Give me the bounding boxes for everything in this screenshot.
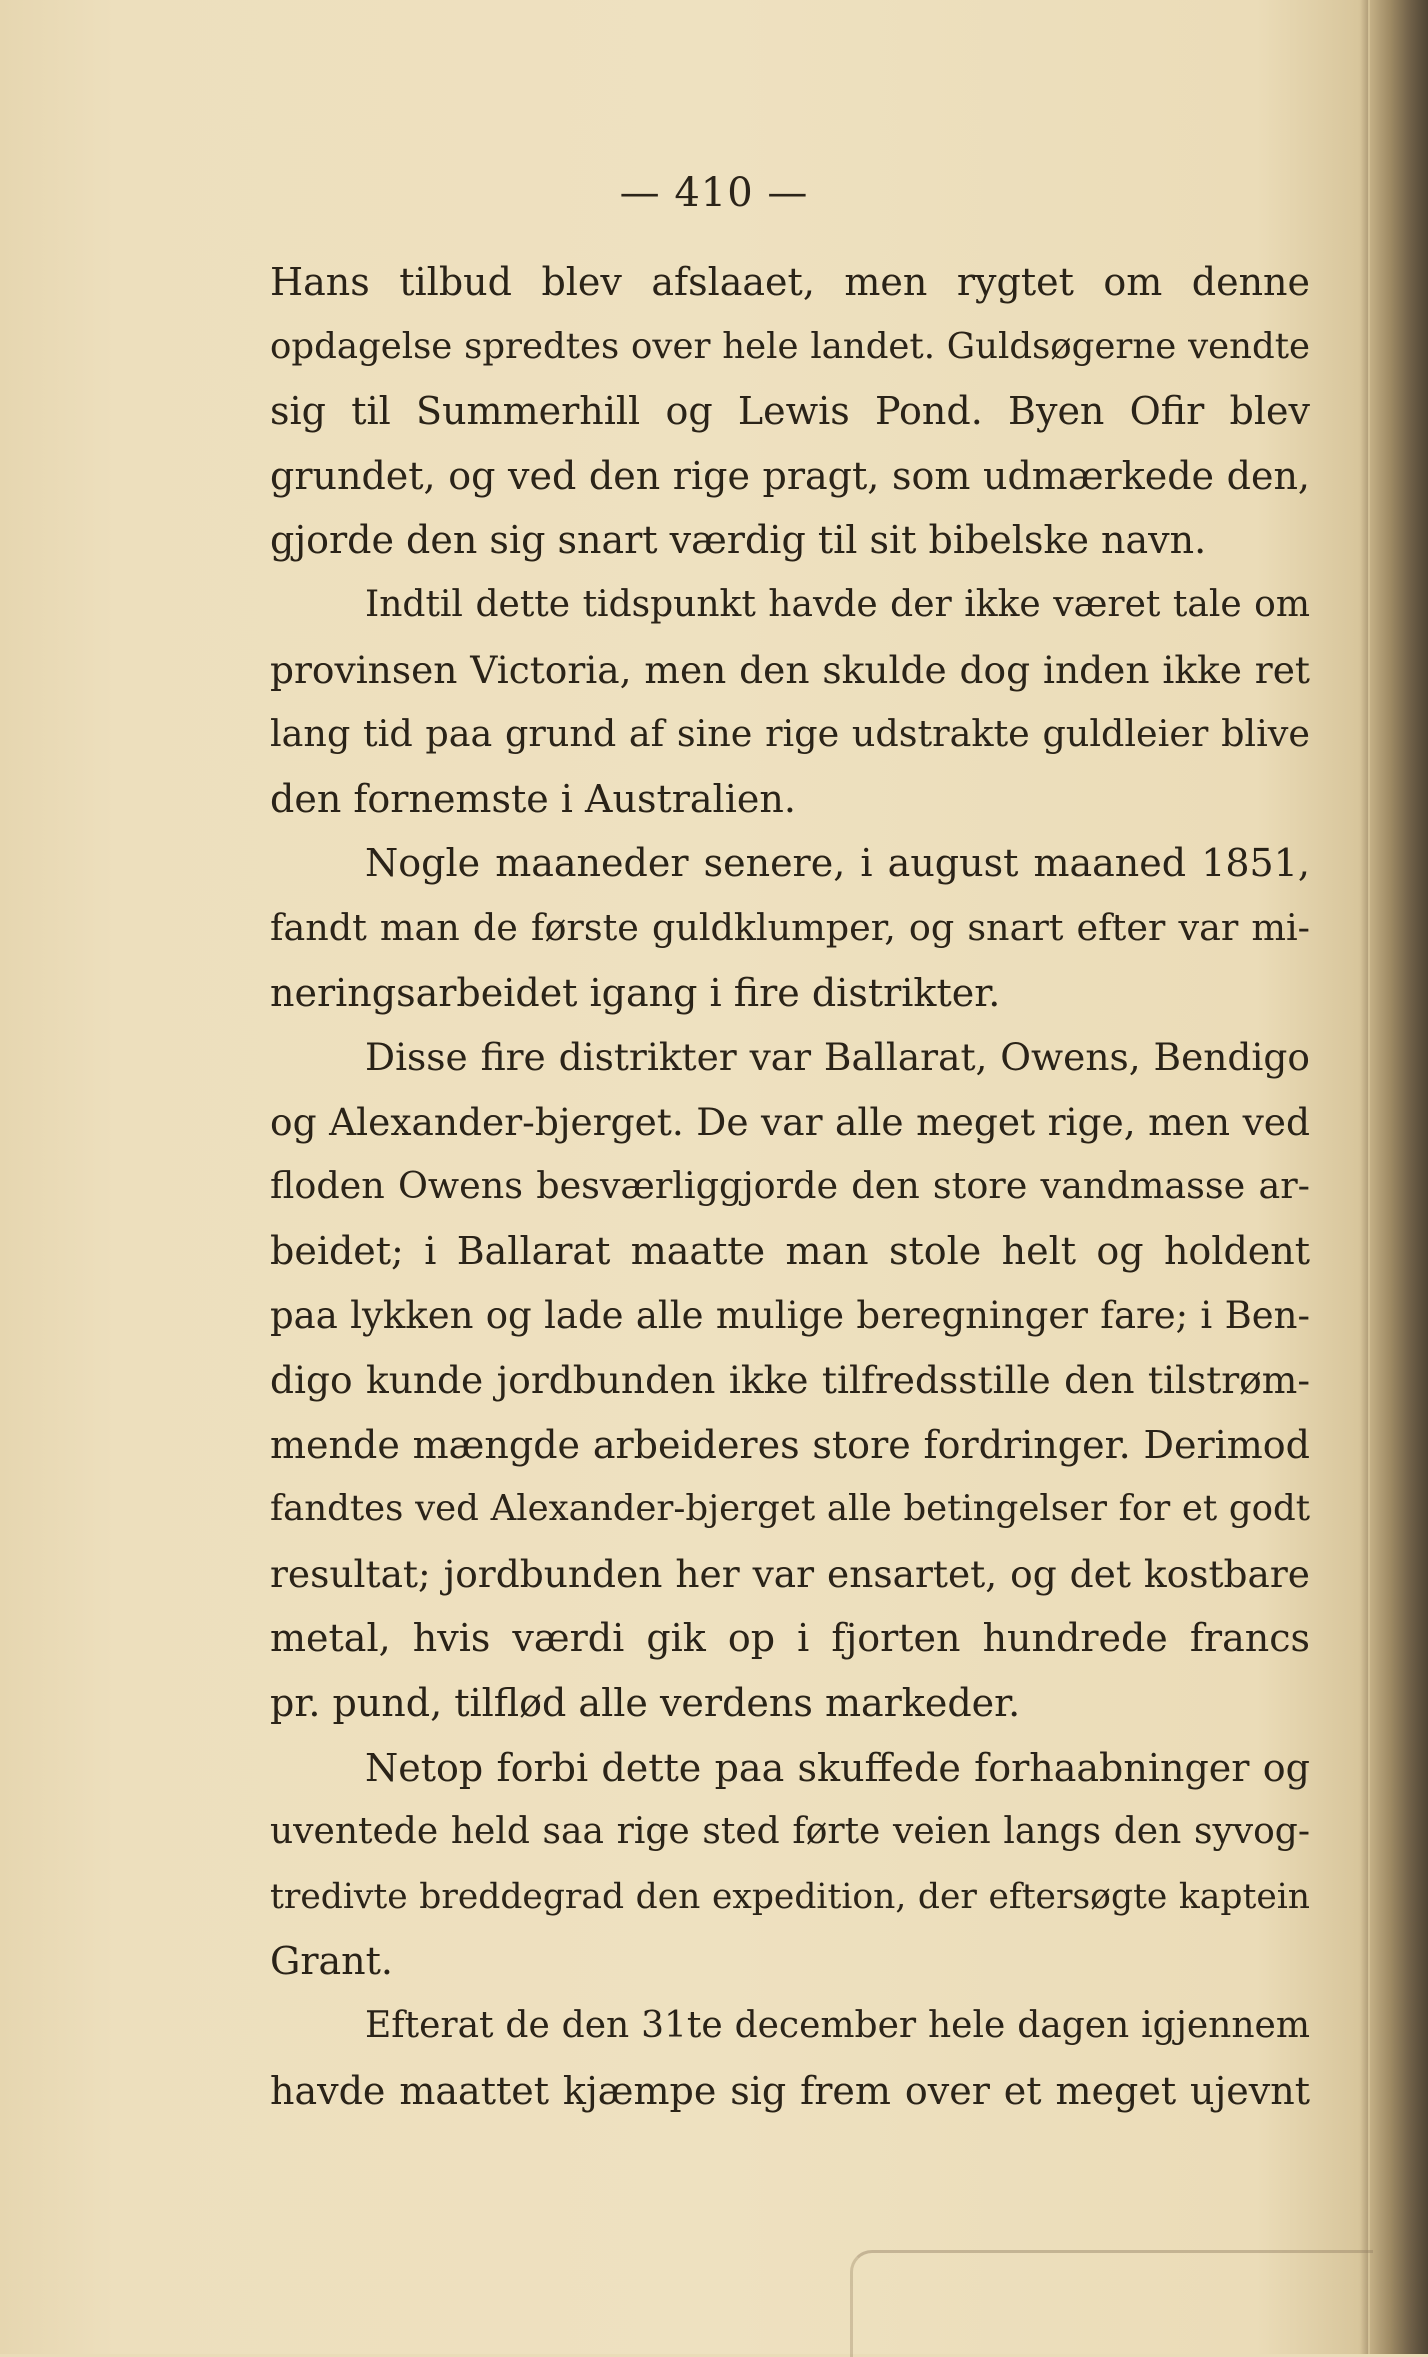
text-line: Efterat de den 31te december hele dagen igjennem <box>365 2005 1310 2047</box>
text-line: havde maattet kjæmpe sig frem over et meget ujevnt <box>270 2068 1310 2113</box>
text-line: Disse fire distrikter var Ballarat, Owens, Bendigo <box>365 1035 1310 1080</box>
text-line: sig til Summerhill og Lewis Pond. Byen Ofir blev <box>270 389 1310 434</box>
text-line: provinsen Victoria, men den skulde dog inden ikke ret <box>270 647 1310 692</box>
text-line: tredivte breddegrad den expedition, der eftersøgte kaptein <box>270 1876 1310 1917</box>
text-line: metal, hvis værdi gik op i fjorten hundrede francs <box>270 1616 1310 1661</box>
text-line: neringsarbeidet igang i fire distrikter. <box>270 970 1001 1015</box>
text-line: og Alexander-bjerget. De var alle meget rige, men ved <box>270 1099 1310 1144</box>
page-corner-crease <box>850 2250 1373 2357</box>
text-line: Hans tilbud blev afslaaet, men rygtet om denne <box>270 260 1310 304</box>
text-line: uventede held saa rige sted førte veien langs den syvog- <box>270 1811 1310 1853</box>
text-line: Nogle maaneder senere, i august maaned 1851, <box>365 841 1310 886</box>
page-number-header: — 410 — <box>619 170 809 216</box>
text-line: lang tid paa grund af sine rige udstrakte guldleier blive <box>270 712 1310 756</box>
page-fold-shadow <box>1360 0 1368 2354</box>
text-line: Grant. <box>270 1939 393 1984</box>
text-line: den fornemste i Australien. <box>270 776 796 821</box>
text-line: resultat; jordbunden her var ensartet, og det kostbare <box>270 1551 1310 1596</box>
text-line: pr. pund, tilflød alle verdens markeder. <box>270 1681 1021 1726</box>
text-line: gjorde den sig snart værdig til sit bibelske navn. <box>270 518 1207 563</box>
text-line: fandt man de første guldklumper, og snart efter var mi- <box>270 905 1310 949</box>
text-line: mende mængde arbeideres store fordringer. Derimod <box>270 1422 1310 1467</box>
text-line: beidet; i Ballarat maatte man stole helt og holdent <box>270 1228 1310 1273</box>
text-line: floden Owens besværliggjorde den store vandmasse ar- <box>270 1164 1310 1208</box>
text-line: paa lykken og lade alle mulige beregninger fare; i Ben- <box>270 1293 1310 1337</box>
text-line: fandtes ved Alexander-bjerget alle betingelser for et godt <box>270 1488 1310 1530</box>
text-line: Indtil dette tidspunkt havde der ikke været tale om <box>365 583 1310 625</box>
text-line: digo kunde jordbunden ikke tilfredsstille den tilstrøm- <box>270 1358 1310 1403</box>
book-spine-edge <box>1370 0 1428 2354</box>
text-line: grundet, og ved den rige pragt, som udmærkede den, <box>270 453 1310 498</box>
text-line: Netop forbi dette paa skuffede forhaabninger og <box>365 1745 1310 1790</box>
text-line: opdagelse spredtes over hele landet. Guldsøgerne vendte <box>270 325 1310 367</box>
body-text <box>270 250 1310 2123</box>
